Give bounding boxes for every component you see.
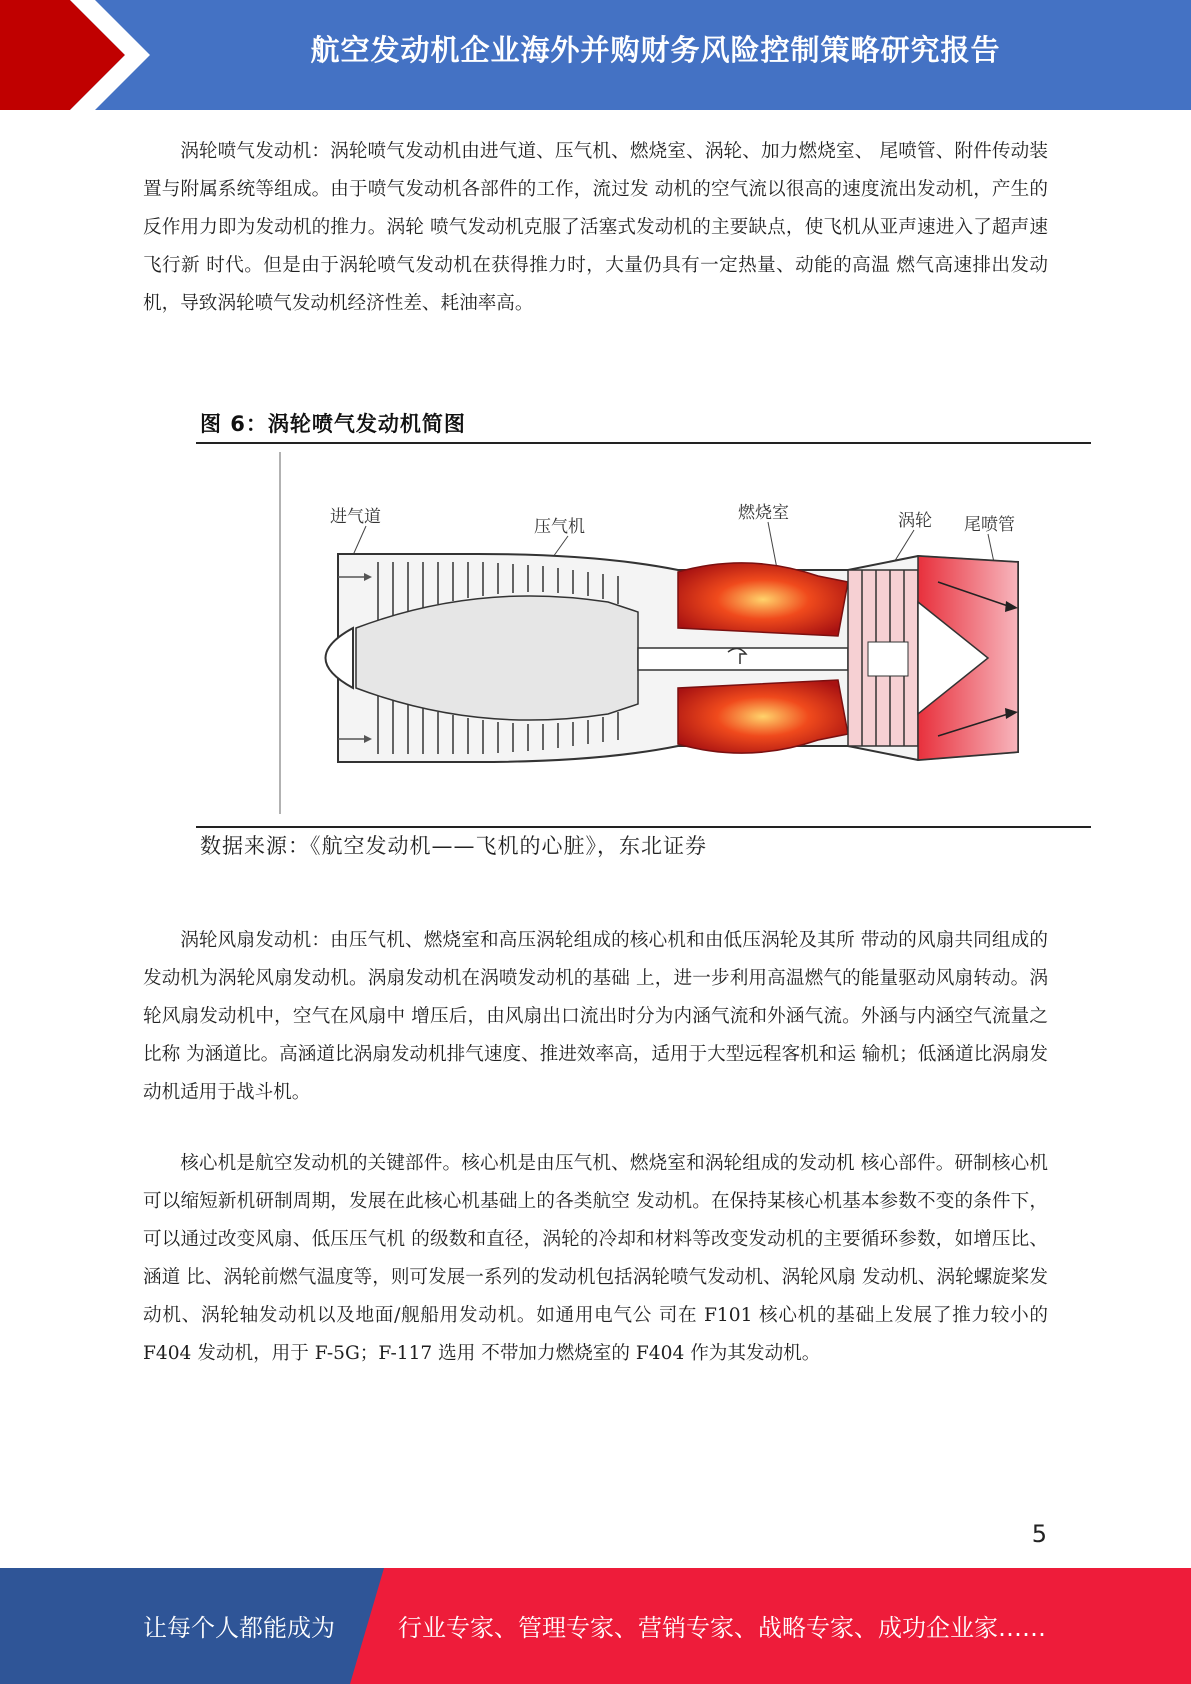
footer-slogan-right: 行业专家、管理专家、营销专家、战略专家、成功企业家…… bbox=[398, 1614, 1046, 1642]
paragraph-turbojet: 涡轮喷气发动机：涡轮喷气发动机由进气道、压气机、燃烧室、涡轮、加力燃烧室、 尾喷管、附件传动装置与附属系统等组成。由于喷气发动机各部件的工作，流过发 动机的空气流以很高的速度流出发动机，产生的反作用力即为发动机的推力。涡轮 喷气发动机克服了活塞式发动机的主要缺点，使飞机从亚声速进入了超声速飞行新 时代。但是由于涡轮喷气发动机在获得推力时，大量仍具有一定热量、动能的高温 燃气高速排出发动机，导致涡轮喷气发动机经济性差、耗油率高。 bbox=[143, 141, 1048, 314]
label-nozzle: 尾喷管 bbox=[964, 515, 1015, 535]
paragraph-turbofan: 涡轮风扇发动机：由压气机、燃烧室和高压涡轮组成的核心机和由低压涡轮及其所 带动的风扇共同组成的发动机为涡轮风扇发动机。涡扇发动机在涡喷发动机的基础 上，进一步利用高温燃气的能量驱动风扇转动。涡轮风扇发动机中，空气在风扇中 增压后，由风扇出口流出时分为内涵气流和外涵气流。外涵与内涵空气流量之比称 为涵道比。高涵道比涡扇发动机排气速度、推进效率高，适用于大型远程客机和运 输机；低涵道比涡扇发动机适用于战斗机。 bbox=[143, 930, 1048, 1103]
turbojet-engine-diagram bbox=[278, 452, 1034, 814]
figure-title: 图 6：涡轮喷气发动机简图 bbox=[200, 412, 466, 436]
label-combustor: 燃烧室 bbox=[738, 503, 789, 523]
report-title: 航空发动机企业海外并购财务风险控制策略研究报告 bbox=[310, 33, 1001, 67]
header-arrow-decoration bbox=[0, 0, 160, 110]
figure-source: 数据来源：《航空发动机——飞机的心脏》，东北证券 bbox=[200, 834, 707, 858]
label-inlet: 进气道 bbox=[330, 507, 381, 527]
label-turbine: 涡轮 bbox=[898, 511, 932, 531]
paragraph-core-engine: 核心机是航空发动机的关键部件。核心机是由压气机、燃烧室和涡轮组成的发动机 核心部件。研制核心机可以缩短新机研制周期，发展在此核心机基础上的各类航空 发动机。在保持某核心机基本参数不变的条件下，可以通过改变风扇、低压压气机 的级数和直径，涡轮的冷却和材料等改变发动机的主要循环参数，如增压比、涵道 比、涡轮前燃气温度等，则可发展一系列的发动机包括涡轮喷气发动机、涡轮风扇 发动机、涡轮螺旋桨发动机、涡轮轴发动机以及地面/舰船用发动机。如通用电气公 司在 F101 核心机的基础上发展了推力较小的 F404 发动机，用于 F-5G；F-117 选用 不带加力燃烧室的 F404 作为其发动机。 bbox=[143, 1153, 1048, 1364]
figure-bottom-rule bbox=[196, 826, 1091, 828]
page-footer bbox=[0, 1568, 1191, 1684]
figure-turbojet-diagram bbox=[196, 402, 1091, 872]
label-compressor: 压气机 bbox=[534, 517, 585, 537]
page-header bbox=[0, 0, 1191, 110]
footer-slogan-left: 让每个人都能成为 bbox=[143, 1614, 335, 1642]
page-number: 5 bbox=[1031, 1520, 1047, 1548]
figure-top-rule bbox=[196, 442, 1091, 444]
